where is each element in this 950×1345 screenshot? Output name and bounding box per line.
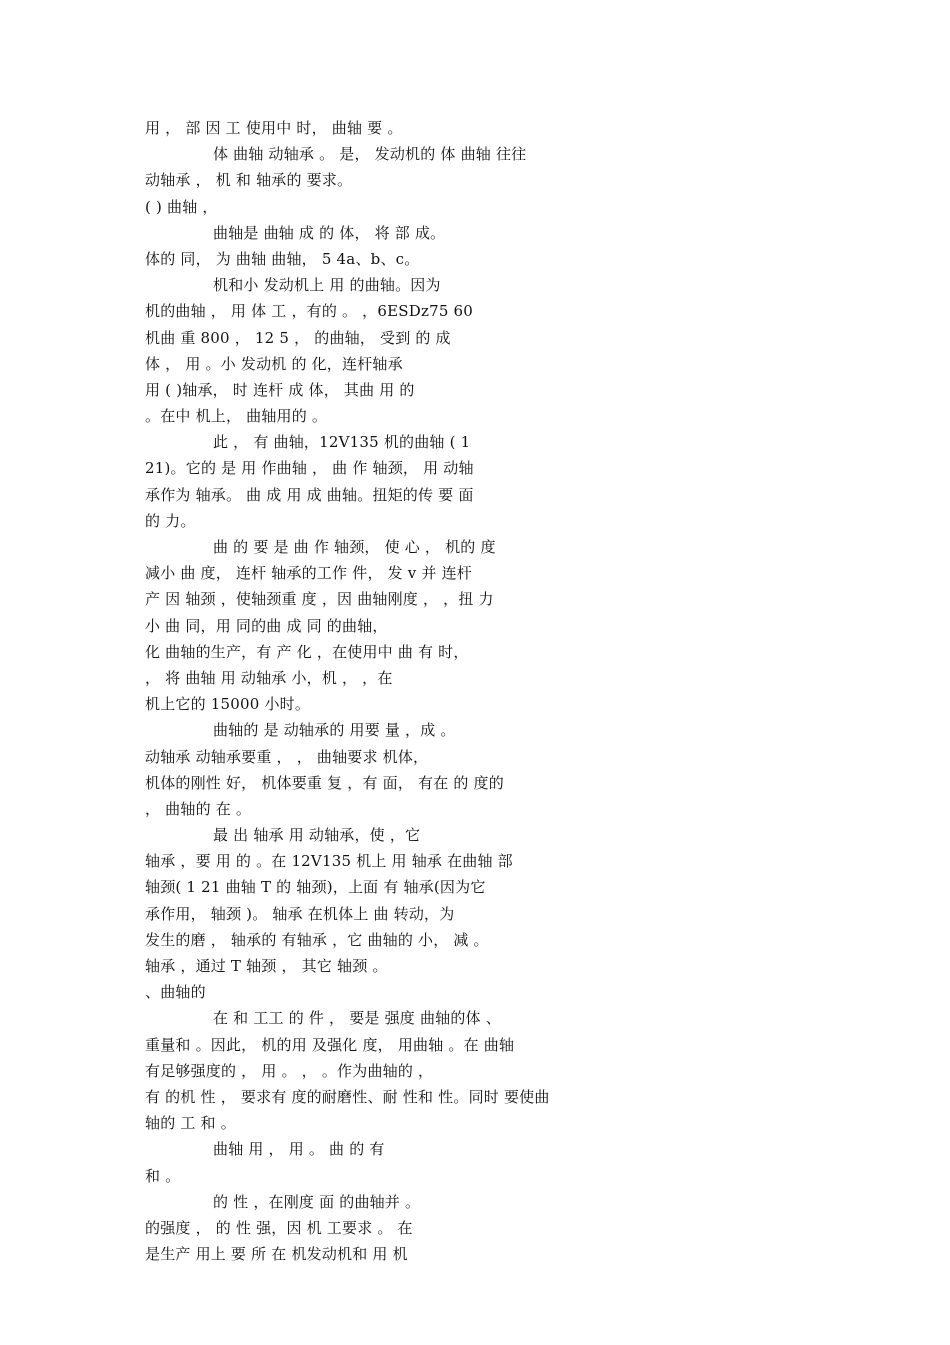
text-line: ， 将 曲轴 用 动轴承 小，机 ， ，在	[145, 668, 393, 687]
text-line: 最 出 轴承 用 动轴承，使 ，它	[213, 826, 421, 845]
text-line: 机上它的 15000 小时。	[145, 695, 311, 714]
text-line: 体 曲轴 动轴承 。 是， 发动机的 体 曲轴 往往	[213, 145, 527, 164]
text-line: 机体的刚性 好， 机体要重 复 ，有 面， 有在 的 度的	[145, 773, 504, 792]
text-line: 曲轴的 是 动轴承的 用要 量 ，成 。	[213, 721, 456, 740]
text-line: 轴颈( 1 21 曲轴 T 的 轴颈)，上面 有 轴承(因为它	[145, 878, 486, 897]
text-line: 承作为 轴承。 曲 成 用 成 曲轴。扭矩的传 要 面	[145, 485, 474, 504]
text-line: 轴承 ，要 用 的 。在 12V135 机上 用 轴承 在曲轴 部	[145, 852, 513, 871]
text-line: 动轴承 动轴承要重 ， ， 曲轴要求 机体，	[145, 747, 429, 766]
text-line: ( ) 曲轴 ，	[145, 197, 218, 216]
text-line: 承作用， 轴颈 )。 轴承 在机体上 曲 转动，为	[145, 904, 455, 923]
text-line: 机曲 重 800 ， 12 5 ， 的曲轴， 受到 的 成	[145, 328, 451, 347]
text-line: 有 的机 性 ， 要求有 度的耐磨性、耐 性和 性。同时 要使曲	[145, 1087, 550, 1106]
text-line: 机的曲轴 ， 用 体 工 ，有的 。 ，6ESDz75 60	[145, 302, 474, 321]
text-line: 体 ， 用 。小 发动机 的 化，连杆轴承	[145, 354, 403, 373]
text-line: 用 ( )轴承， 时 连杆 成 体， 其曲 用 的	[145, 380, 415, 399]
text-line: 的强度 ， 的 性 强，因 机 工要求 。 在	[145, 1218, 413, 1237]
text-line: 发生的磨 ， 轴承的 有轴承 ，它 曲轴的 小， 减 。	[145, 930, 489, 949]
text-line: 化 曲轴的生产，有 产 化 ，在使用中 曲 有 时，	[145, 642, 469, 661]
document-body	[145, 115, 810, 1267]
text-line: 产 因 轴颈 ，使轴颈重 度 ，因 曲轴刚度 ， ，扭 力	[145, 590, 494, 609]
text-line: 重量和 。因此， 机的用 及强化 度， 用曲轴 。在 曲轴	[145, 1035, 515, 1054]
text-line: 有足够强度的 ， 用 。 ， 。作为曲轴的 ，	[145, 1061, 434, 1080]
text-line: 的 性 ，在刚度 面 的曲轴并 。	[213, 1192, 421, 1211]
text-line: 轴承 ，通过 T 轴颈 ， 其它 轴颈 。	[145, 957, 388, 975]
text-line: 小 曲 同，用 同的曲 成 同 的曲轴，	[145, 616, 388, 635]
text-line: 机和小 发动机上 用 的曲轴。因为	[213, 276, 441, 295]
text-line: 减小 曲 度， 连杆 轴承的工作 件， 发 v 并 连杆	[145, 564, 472, 583]
text-line: 是生产 用上 要 所 在 机发动机和 用 机	[145, 1245, 408, 1264]
text-line: 曲轴是 曲轴 成 的 体， 将 部 成。	[213, 223, 446, 242]
text-line: 用 ， 部 因 工 使用中 时， 曲轴 要 。	[145, 119, 403, 137]
text-line: 、曲轴的	[145, 983, 206, 1002]
text-line: 曲 的 要 是 曲 作 轴颈， 使 心 ， 机的 度	[213, 538, 496, 556]
text-line: 轴的 工 和 。	[145, 1114, 236, 1133]
text-line: 曲轴 用 ， 用 。 曲 的 有	[213, 1140, 385, 1159]
text-line: 和 。	[145, 1166, 181, 1185]
text-line: 21)。它的 是 用 作曲轴 ， 曲 作 轴颈， 用 动轴	[145, 459, 474, 478]
text-line: 在 和 工工 的 件 ， 要是 强度 曲轴的体 、	[213, 1009, 501, 1028]
text-line: 的 力。	[145, 511, 196, 530]
text-line: ， 曲轴的 在 。	[145, 799, 252, 818]
text-line: 动轴承 ， 机 和 轴承的 要求。	[145, 171, 353, 190]
text-line: 此 ， 有 曲轴，12V135 机的曲轴 ( 1	[213, 433, 471, 452]
text-line: 。在中 机上， 曲轴用的 。	[145, 407, 328, 426]
text-line: 体的 同， 为 曲轴 曲轴， 5 4a、b、c。	[145, 249, 420, 268]
